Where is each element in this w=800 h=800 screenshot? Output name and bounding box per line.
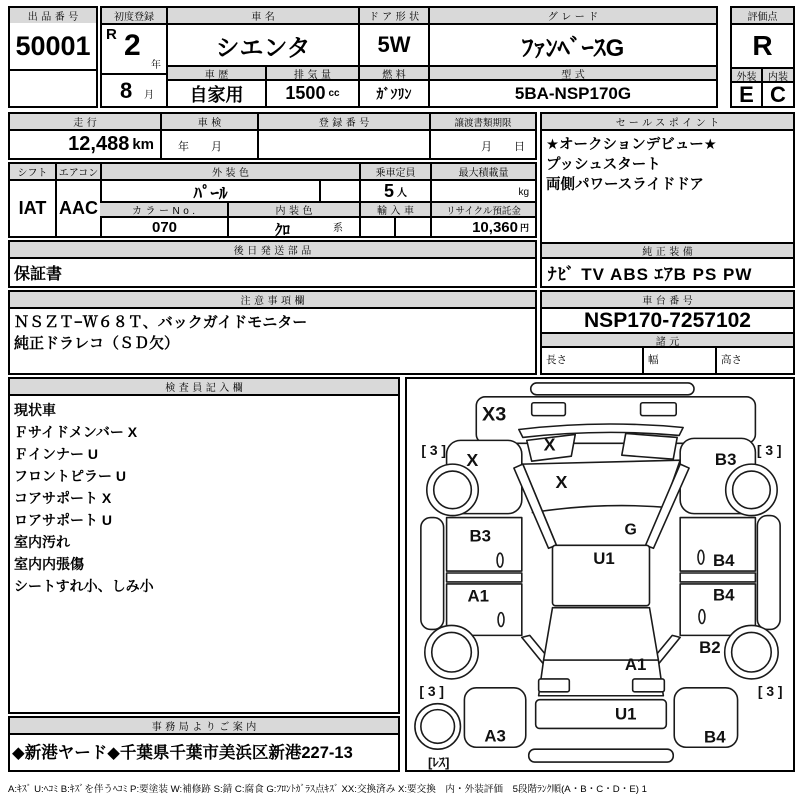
import-car-label: 輸入車 bbox=[359, 201, 430, 216]
diagram-mark: A1 bbox=[467, 586, 490, 606]
later-parts-value: 保証書 bbox=[10, 257, 535, 286]
max-load-value-cell bbox=[430, 179, 535, 201]
color-number-value: 070 bbox=[100, 216, 227, 236]
interior-color-value: ｸﾛ bbox=[275, 222, 291, 236]
inspector-lines bbox=[10, 394, 398, 712]
diagram-mark: [ﾚｽ] bbox=[427, 755, 450, 770]
diagram-mark: A1 bbox=[624, 655, 647, 675]
color-number-label: カラーNo. bbox=[100, 201, 227, 216]
aircon-value: AAC bbox=[55, 179, 100, 236]
interior-color-value-cell bbox=[227, 216, 359, 236]
capacity-label: 乗車定員 bbox=[359, 164, 430, 179]
diagram-mark: [ 3 ] bbox=[419, 682, 445, 699]
office-notice-label: 事務局よりご案内 bbox=[10, 718, 398, 733]
diagram-mark: X3 bbox=[481, 403, 507, 426]
spec-length-cell bbox=[542, 346, 642, 373]
mileage-unit: km bbox=[132, 136, 154, 153]
oem-equipment-value: ﾅﾋﾞ TV ABS ｴｱB PS PW bbox=[542, 257, 793, 286]
inspector-line: シートすれ小、しみ小 bbox=[14, 578, 154, 594]
auction-number-box bbox=[8, 6, 98, 108]
year-unit: 年 bbox=[151, 60, 161, 71]
recycle-deposit-value: 10,360 bbox=[472, 218, 518, 236]
diagram-mark: B3 bbox=[469, 526, 491, 546]
import-car-cell-a bbox=[359, 216, 394, 236]
notes-box bbox=[8, 290, 537, 375]
diagram-mark: B4 bbox=[712, 585, 735, 605]
door-shape-value: 5W bbox=[358, 23, 428, 65]
recycle-deposit-unit: 円 bbox=[519, 222, 529, 233]
score-label: 評価点 bbox=[732, 8, 793, 23]
diagram-mark: B3 bbox=[714, 450, 737, 470]
car-name-label: 車名 bbox=[168, 8, 358, 23]
fuel-value: ｶﾞｿﾘﾝ bbox=[358, 79, 428, 106]
mileage-band bbox=[8, 112, 537, 160]
exterior-score-label: 外装 bbox=[732, 67, 761, 81]
displacement-value bbox=[265, 79, 358, 106]
notes-line: ＮＳＺＴ−Ｗ６８Ｔ、バックガイドモニター bbox=[14, 314, 308, 331]
diagram-mark: X bbox=[466, 450, 479, 471]
transfer-deadline-value: 月 日 bbox=[481, 141, 525, 153]
legend-text: A:ｷｽﾞ U:ﾍｺﾐ B:ｷｽﾞを伴うﾍｺﾐ P:要塗装 W:補修跡 S:錆 C:腐食 G:ﾌﾛﾝﾄｶﾞﾗｽ点ｷｽﾞ XX:交換済み X:要交換 内・外装評価 5段階ﾗﾝｸ順(A・B・C・D・E) 1 bbox=[8, 784, 647, 795]
capacity-value: 5 bbox=[383, 180, 394, 201]
exterior-color-value: ﾊﾟｰﾙ bbox=[100, 179, 319, 201]
interior-color-suffix: 系 bbox=[333, 223, 343, 234]
diagram-mark: B4 bbox=[704, 727, 726, 747]
history-value: 自家用 bbox=[168, 79, 265, 106]
mileage-label: 走行 bbox=[10, 114, 160, 129]
first-registration-year-cell bbox=[102, 23, 166, 73]
inspector-line: ロアサポート U bbox=[14, 512, 112, 528]
displacement-unit: cc bbox=[328, 88, 340, 99]
spec-height-cell bbox=[715, 346, 793, 373]
sales-point: プッシュスタート bbox=[546, 157, 661, 173]
notes-lines bbox=[10, 307, 535, 373]
score-box bbox=[730, 6, 795, 108]
inspector-label: 検査員記入欄 bbox=[10, 379, 398, 394]
interior-score-label: 内装 bbox=[761, 67, 793, 81]
rear-section bbox=[529, 608, 674, 762]
inspection-value-cell bbox=[160, 129, 257, 158]
sales-point: 両側パワースライドドア bbox=[546, 177, 704, 193]
car-name-value: シエンタ bbox=[168, 23, 358, 65]
auction-number-value: 50001 bbox=[15, 30, 91, 61]
mileage-value bbox=[10, 129, 160, 158]
history-label: 車歴 bbox=[168, 65, 265, 79]
chassis-number-label: 車台番号 bbox=[542, 292, 793, 307]
notes-line: 純正ドラレコ（ＳＤ欠） bbox=[14, 335, 180, 352]
sales-point: ★オークションデビュー★ bbox=[546, 137, 717, 153]
model-code-label: 型式 bbox=[428, 65, 716, 79]
model-code-value: 5BA-NSP170G bbox=[428, 79, 716, 106]
inspector-line: 室内内張傷 bbox=[14, 556, 84, 572]
spec-length-label: 長さ bbox=[546, 354, 567, 366]
grade-value: ﾌｧﾝﾍﾞｰｽG bbox=[428, 23, 716, 65]
shift-value: IAT bbox=[10, 179, 55, 236]
first-registration-label: 初度登録 bbox=[102, 8, 166, 23]
doors-right bbox=[680, 518, 755, 636]
grade-label: グレード bbox=[428, 8, 716, 23]
first-registration-box bbox=[100, 6, 168, 108]
displacement-number: 1500 bbox=[285, 83, 326, 103]
diagram-mark: X bbox=[555, 471, 568, 492]
diagram-mark: U1 bbox=[614, 704, 637, 724]
car-outline bbox=[415, 383, 780, 762]
diagram-mark: B4 bbox=[712, 551, 735, 571]
max-load-unit: kg bbox=[518, 187, 529, 198]
spec-width-label: 幅 bbox=[648, 354, 659, 366]
oem-equipment-label: 純正装備 bbox=[542, 242, 793, 257]
displacement-label: 排気量 bbox=[265, 65, 358, 79]
max-load-label: 最大積載量 bbox=[430, 164, 535, 179]
transfer-deadline-label: 譲渡書類期限 bbox=[429, 114, 535, 129]
car-damage-diagram bbox=[405, 377, 795, 772]
inspector-line: フロントピラー U bbox=[14, 468, 126, 484]
first-registration-month-cell bbox=[102, 73, 166, 106]
office-notice-box bbox=[8, 716, 400, 772]
transfer-deadline-cell bbox=[429, 129, 535, 158]
exterior-color-suffix-cell bbox=[319, 179, 359, 201]
inspector-line: コアサポート X bbox=[14, 490, 112, 506]
aircon-label: エアコン bbox=[55, 164, 100, 179]
auction-number-label: 出品番号 bbox=[10, 8, 96, 23]
interior-color-label: 内装色 bbox=[227, 201, 359, 216]
diagram-mark: B2 bbox=[699, 638, 721, 658]
sales-points-label: セールスポイント bbox=[542, 114, 793, 129]
registration-number-label: 登録番号 bbox=[257, 114, 429, 129]
inspector-line: Ｆサイドメンバー X bbox=[14, 424, 138, 440]
spare-tire bbox=[415, 704, 461, 750]
month-value: 8 bbox=[120, 78, 133, 103]
later-parts-label: 後日発送部品 bbox=[10, 242, 535, 257]
registration-number-value bbox=[257, 129, 429, 158]
inspector-line: 室内汚れ bbox=[14, 534, 70, 550]
diagram-mark: [ 3 ] bbox=[756, 442, 782, 459]
fuel-label: 燃料 bbox=[358, 65, 428, 79]
spec-width-cell bbox=[642, 346, 715, 373]
score-value: R bbox=[732, 23, 793, 67]
recycle-deposit-value-cell bbox=[430, 216, 535, 236]
import-car-cell-b bbox=[394, 216, 430, 236]
car-diagram-svg bbox=[407, 379, 793, 770]
spec-height-label: 高さ bbox=[721, 354, 742, 366]
month-unit: 月 bbox=[144, 90, 154, 101]
inspection-label: 車検 bbox=[160, 114, 257, 129]
front-bumper bbox=[476, 383, 755, 443]
recycle-deposit-label: リサイクル預託金 bbox=[430, 201, 535, 216]
inspector-line: Ｆインナー U bbox=[14, 446, 98, 462]
era-value: R bbox=[106, 26, 117, 43]
sales-points-box bbox=[540, 112, 795, 288]
color-band bbox=[8, 162, 537, 238]
notes-label: 注意事項欄 bbox=[10, 292, 535, 307]
inspector-line: 現状車 bbox=[14, 402, 56, 418]
diagram-mark: G bbox=[624, 521, 637, 539]
door-shape-label: ドア形状 bbox=[358, 8, 428, 23]
inspection-value: 年 月 bbox=[178, 141, 222, 153]
chassis-number-box bbox=[540, 290, 795, 375]
office-notice-value: ◆新港ヤード◆千葉県千葉市美浜区新港227-13 bbox=[10, 733, 398, 770]
exterior-score-value: E bbox=[732, 81, 761, 106]
diagram-mark: [ 3 ] bbox=[757, 682, 783, 699]
exterior-color-label: 外装色 bbox=[100, 164, 359, 179]
shift-label: シフト bbox=[10, 164, 55, 179]
chassis-number-value: NSP170-7257102 bbox=[542, 307, 793, 332]
diagram-mark: X bbox=[543, 434, 556, 455]
specs-label: 諸元 bbox=[542, 332, 793, 346]
interior-score-value: C bbox=[761, 81, 793, 106]
sales-points-lines bbox=[542, 129, 793, 242]
capacity-unit: 人 bbox=[397, 187, 407, 199]
diagram-mark: U1 bbox=[593, 549, 615, 569]
diagram-mark: A3 bbox=[484, 726, 506, 746]
capacity-value-cell bbox=[359, 179, 430, 201]
later-parts-box bbox=[8, 240, 537, 288]
diagram-mark: [ 3 ] bbox=[421, 442, 447, 459]
vehicle-name-block bbox=[166, 6, 718, 108]
inspector-box bbox=[8, 377, 400, 714]
auction-number-empty-cell bbox=[10, 69, 96, 106]
year-value: 2 bbox=[124, 29, 141, 62]
mileage-number: 12,488 bbox=[68, 133, 130, 155]
